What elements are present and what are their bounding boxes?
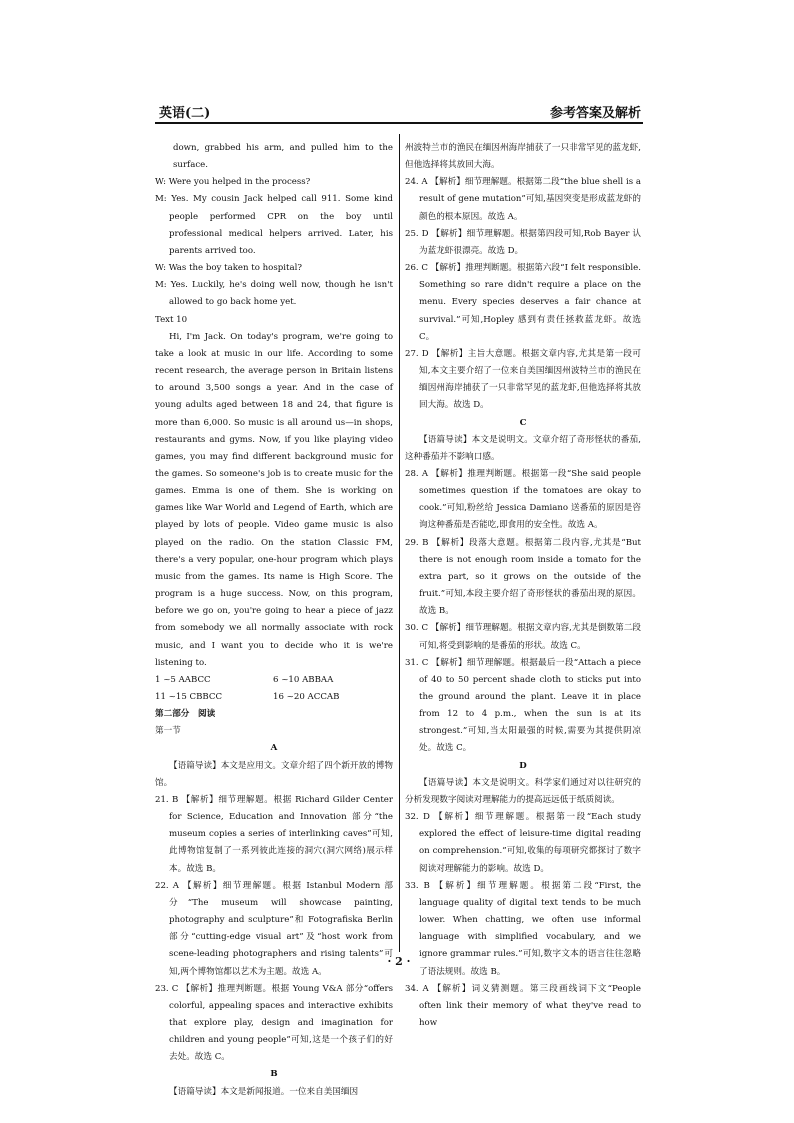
passage-heading-b: B bbox=[270, 1069, 278, 1080]
passage-heading-d: D bbox=[519, 760, 527, 771]
text-paragraph: 30. C 【解析】细节理解题。根据文章内容,尤其是倒数第二段可知,将受到影响的是番茄的形状。故选 C。 bbox=[405, 623, 641, 651]
header-title: 参考答案及解析 bbox=[549, 106, 641, 121]
text-paragraph: 【语篇导读】本文是说明文。科学家们通过对以往研究的分析发现数字阅读对理解能力的提高远远低于纸质阅读。 bbox=[405, 777, 641, 805]
text-paragraph: 26. C 【解析】推理判断题。根据第六段“I felt responsible. Something so rare didn't require a place on the menu. Every species deserves a fair chance at survival.”可知,Hopley 感到有责任拯救蓝龙虾。故选 C。 bbox=[405, 263, 641, 342]
text-paragraph: 24. A 【解析】细节理解题。根据第二段“the blue shell is a result of gene mutation”可知,基因突变是形成蓝龙虾的颜色的根本原因。故选 A。 bbox=[405, 177, 641, 222]
text-paragraph: 21. B 【解析】细节理解题。根据 Richard Gilder Center for Science, Education and Innovation 部分“the museum copies a series of interlinking caves”可知,此博物馆复制了一系列彼此连接的洞穴(洞穴网络)展示样本。故选 B。 bbox=[155, 794, 393, 874]
part-title: 第二部分 阅读 bbox=[155, 709, 216, 720]
text-paragraph: Text 10 bbox=[155, 314, 188, 325]
text-paragraph: M: Yes. Luckily, he's doing well now, though he isn't allowed to go back home yet. bbox=[155, 280, 393, 308]
answer-cell: 11 ~15 CBBCC bbox=[155, 692, 223, 702]
text-paragraph: 32. D 【解析】细节理解题。根据第一段“Each study explored the effect of leisure-time digital reading on comprehension.”可知,收集的每项研究都探讨了数字阅读对理解能力的影响。故选 D。 bbox=[405, 812, 641, 874]
text-paragraph: W: Was the boy taken to hospital? bbox=[155, 263, 302, 274]
text-paragraph: W: Were you helped in the process? bbox=[155, 177, 311, 188]
text-paragraph: Hi, I'm Jack. On today's program, we're going to take a look at music in our life. According to some recent research, the average person in Britain listens to around 3,500 songs a year. And in the case of young adults aged between 18 and 24, that figure is more than 6,000. So music is all around us—in shops, restaurants and gyms. Now, if you like playing video games, you may find different background music for the games. So someone's job is to create music for the games. Emma is one of them. She is working on games like War World and Legend of Earth, which are played by lots of people. Video game music is also played on the radio. On the station Classic FM, there's a very popular, one-hour program which plays music from the games. Its name is High Score. The program is a huge success. Now, on this program, before we go on, you're going to hear a piece of jazz from somebody we all normally associate with rock music, and I want you to decide who it is we're listening to. bbox=[155, 331, 393, 668]
section-title: 第一节 bbox=[155, 726, 181, 737]
right-lines-d bbox=[405, 775, 641, 1032]
page-header bbox=[155, 100, 643, 124]
right-lines-b bbox=[405, 140, 641, 415]
text-paragraph: 23. C 【解析】推理判断题。根据 Young V&A 部分“offers colorful, appealing spaces and interactive exhibits that explore play, design and imagination for children and young people”可知,这是一个孩子们的好去处。故选 C。 bbox=[155, 983, 393, 1063]
header-subject: 英语(二) bbox=[159, 106, 211, 121]
right-column bbox=[405, 140, 641, 1032]
answer-row-1 bbox=[155, 672, 393, 689]
answer-cell: 6 ~10 ABBAA bbox=[273, 674, 334, 685]
text-paragraph: 34. A 【解析】词义猜测题。第三段画线词下文“People often link their memory of what they've read to how bbox=[405, 983, 641, 1028]
passage-heading-a: A bbox=[270, 743, 278, 754]
answer-sheet-page bbox=[155, 100, 643, 1097]
text-paragraph: 33. B 【解析】细节理解题。根据第二段“First, the language quality of digital text tends to be much lower. When chatting, we often use informal language with simplified vocabulary, and we ignore grammar rules.”可知,数字文本的语言往往忽略了语法规则。故选 B。 bbox=[405, 880, 641, 977]
text-paragraph: 州波特兰市的渔民在缅因州海岸捕获了一只非常罕见的蓝龙虾,但他选择将其放回大海。 bbox=[405, 143, 641, 171]
answer-row-2 bbox=[155, 689, 393, 706]
text-paragraph: 22. A 【解析】细节理解题。根据 Istanbul Modern 部分“The museum will showcase painting, photography and sculpture”和 Fotografiska Berlin 部分“cutting-edge visual art”及“host work from scene-leading photographers and rising talents”可知,两个博物馆都以艺术为主题。故选 A。 bbox=[155, 880, 393, 977]
left-bottom-lines bbox=[155, 758, 393, 1067]
text-paragraph: 29. B 【解析】段落大意题。根据第二段内容,尤其是“But there is not enough room inside a tomato for the extra part, so it grows on the outside of the fruit.”可知,本段主要介绍了奇形怪状的番茄出现的原因。故选 B。 bbox=[405, 537, 641, 617]
text-paragraph: 【语篇导读】本文是说明文。文章介绍了奇形怪状的番茄,这种番茄并不影响口感。 bbox=[405, 434, 641, 462]
right-lines-c bbox=[405, 432, 641, 758]
text-paragraph: 【语篇导读】本文是应用文。文章介绍了四个新开放的博物馆。 bbox=[155, 760, 393, 788]
column-divider bbox=[399, 134, 400, 952]
answer-cell: 16 ~20 ACCAB bbox=[273, 692, 340, 702]
text-paragraph: 25. D 【解析】细节理解题。根据第四段可知,Rob Bayer 认为蓝龙虾很漂亮。故选 D。 bbox=[405, 228, 641, 256]
text-paragraph: down, grabbed his arm, and pulled him to the surface. bbox=[173, 143, 393, 171]
passage-b-intro: 【语篇导读】本文是新闻报道。一位来自美国缅因 bbox=[169, 1086, 359, 1097]
text-paragraph: 31. C 【解析】细节理解题。根据最后一段“Attach a piece of 40 to 50 percent shade cloth to sticks put into the ground around the plant. Leave it in place from 12 to 4 p.m., when the sun is at its strongest.”可知,当太阳最强的时候,需要为其提供阴凉处。故选 C。 bbox=[405, 657, 641, 754]
text-paragraph: 27. D 【解析】主旨大意题。根据文章内容,尤其是第一段可知,本文主要介绍了一位来自美国缅因州波特兰市的渔民在缅因州海岸捕获了一只非常罕见的蓝龙虾,但他选择将其放回大海。故选 D。 bbox=[405, 348, 641, 411]
passage-heading-c: C bbox=[519, 417, 527, 428]
text-paragraph: M: Yes. My cousin Jack helped call 911. Some kind people performed CPR on the boy until professional medical helpers arrived. Later, his parents arrived too. bbox=[155, 194, 393, 256]
page-number: · 2 · bbox=[387, 955, 411, 968]
answer-cell: 1 ~5 AABCC bbox=[155, 674, 211, 685]
left-top-lines bbox=[155, 140, 393, 672]
text-paragraph: 28. A 【解析】推理判断题。根据第一段“She said people sometimes question if the tomatoes are okay to cook.”可知,粉丝给 Jessica Damiano 送番茄的原因是咨询这种番茄是否能吃,即食用的安全性。故选 A。 bbox=[405, 468, 641, 531]
